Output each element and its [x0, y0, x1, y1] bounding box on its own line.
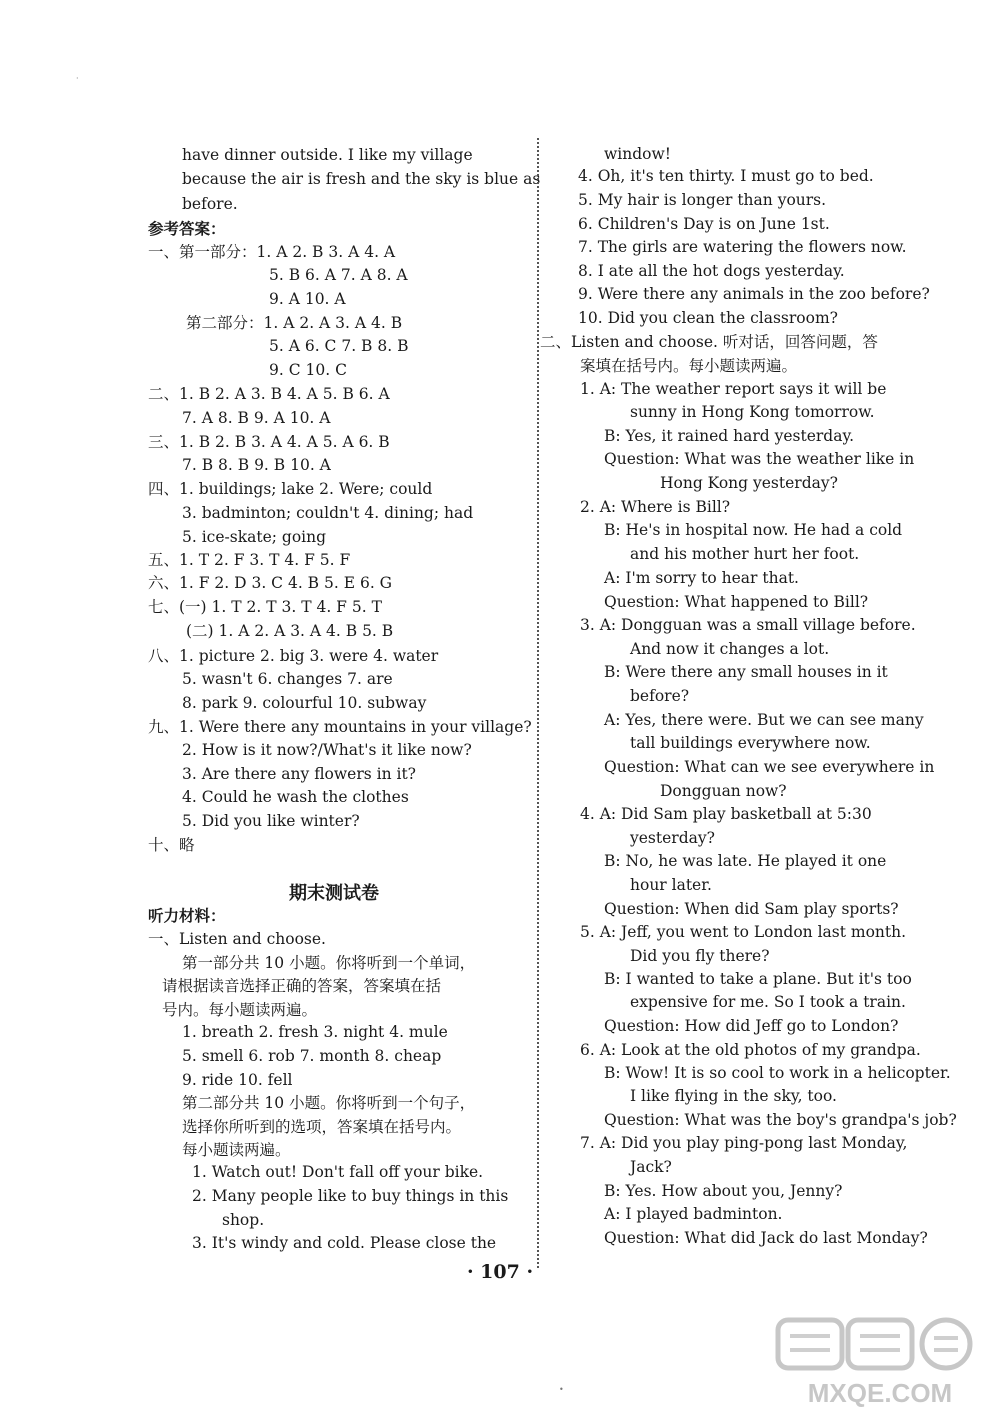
text-line: 4. A: Did Sam play basketball at 5:30 — [580, 805, 872, 823]
text-line: Question: What did Jack do last Monday? — [604, 1229, 928, 1247]
text-line: 8. I ate all the hot dogs yesterday. — [578, 262, 845, 280]
text-line: Did you fly there? — [630, 947, 770, 965]
text-line: B: He's in hospital now. He had a cold — [604, 521, 903, 539]
column-divider — [537, 138, 539, 1268]
text-line: 2. A: Where is Bill? — [580, 498, 731, 516]
text-line: A: I'm sorry to hear that. — [604, 569, 799, 587]
text-line: 案填在括号内。每小题读两遍。 — [580, 357, 798, 375]
text-line: 号内。每小题读两遍。 — [162, 1001, 318, 1019]
text-line: expensive for me. So I took a train. — [630, 993, 906, 1011]
text-line: 9. A 10. A — [269, 290, 346, 308]
text-line: Question: What was the boy's grandpa's job? — [604, 1111, 957, 1129]
text-line: 3. A: Dongguan was a small village before. — [580, 616, 916, 634]
text-line: 第一部分共 10 小题。你将听到一个单词， — [182, 954, 476, 972]
text-line: before. — [182, 195, 238, 213]
text-line: 每小题读两遍。 — [182, 1141, 291, 1159]
scan-speck: · — [76, 74, 79, 83]
text-line: 7. A 8. B 9. A 10. A — [182, 409, 331, 427]
text-line: 三、1. B 2. B 3. A 4. A 5. A 6. B — [148, 433, 390, 451]
text-line: 一、第一部分：1. A 2. B 3. A 4. A — [148, 243, 396, 261]
text-line: B: No, he was late. He played it one — [604, 852, 887, 870]
text-line: Question: How did Jeff go to London? — [604, 1017, 899, 1035]
text-line: 3. badminton; couldn't 4. dining; had — [182, 504, 474, 522]
text-line: 1. A: The weather report says it will be — [580, 380, 887, 398]
page-number: · 107 · — [466, 1261, 534, 1283]
text-line: B: I wanted to take a plane. But it's too — [604, 970, 912, 988]
text-line: before? — [630, 687, 690, 705]
text-line: 二、1. B 2. A 3. B 4. A 5. B 6. A — [148, 385, 390, 403]
text-line: 5. ice-skate; going — [182, 528, 327, 546]
text-line: Question: What was the weather like in — [604, 450, 915, 468]
text-line: 9. Were there any animals in the zoo before? — [578, 285, 930, 303]
text-line: 七、(一) 1. T 2. T 3. T 4. F 5. T — [148, 598, 382, 616]
text-line: 十、略 — [148, 836, 195, 854]
text-line: 3. Are there any flowers in it? — [182, 765, 416, 783]
text-line: 3. It's windy and cold. Please close the — [192, 1234, 497, 1252]
text-line: 7. A: Did you play ping-pong last Monday, — [580, 1134, 908, 1152]
text-line: 7. The girls are watering the flowers now. — [578, 238, 907, 256]
text-line: A: I played badminton. — [604, 1205, 783, 1223]
text-line: 2. Many people like to buy things in this — [192, 1187, 509, 1205]
text-line: 五、1. T 2. F 3. T 4. F 5. F — [148, 551, 351, 569]
text-line: 4. Could he wash the clothes — [182, 788, 409, 806]
text-line: 4. Oh, it's ten thirty. I must go to bed. — [578, 167, 874, 185]
text-line: 5. Did you like winter? — [182, 812, 360, 830]
text-line: 9. ride 10. fell — [182, 1071, 293, 1089]
watermark-logo-graphic — [774, 1316, 986, 1408]
text-line: 6. A: Look at the old photos of my grandpa. — [580, 1041, 921, 1059]
text-line: 二、Listen and choose. 听对话，回答问题，答 — [540, 333, 878, 351]
text-line: tall buildings everywhere now. — [630, 734, 871, 752]
text-line: 7. B 8. B 9. B 10. A — [182, 456, 331, 474]
text-line: Jack? — [630, 1158, 672, 1176]
text-line: B: Wow! It is so cool to work in a helicopter. — [604, 1064, 951, 1082]
text-line: B: Were there any small houses in it — [604, 663, 888, 681]
text-line: 8. park 9. colourful 10. subway — [182, 694, 427, 712]
text-line: 5. B 6. A 7. A 8. A — [269, 266, 408, 284]
text-line: B: Yes, it rained hard yesterday. — [604, 427, 855, 445]
text-line: 5. wasn't 6. changes 7. are — [182, 670, 393, 688]
text-line: Question: What happened to Bill? — [604, 593, 869, 611]
text-line: 一、Listen and choose. — [148, 930, 326, 948]
text-line: B: Yes. How about you, Jenny? — [604, 1182, 843, 1200]
text-line: 四、1. buildings; lake 2. Were; could — [148, 480, 433, 498]
text-line: 10. Did you clean the classroom? — [578, 309, 838, 327]
watermark-logo — [774, 1316, 986, 1408]
text-line: I like flying in the sky, too. — [630, 1087, 837, 1105]
text-line: 选择你所听到的选项，答案填在括号内。 — [182, 1118, 462, 1136]
watermark-text: MXQE.COM — [807, 1378, 953, 1408]
text-line: 1. breath 2. fresh 3. night 4. mule — [182, 1023, 448, 1041]
text-line: 6. Children's Day is on June 1st. — [578, 215, 830, 233]
section-title: 期末测试卷 — [289, 883, 379, 904]
text-line: A: Yes, there were. But we can see many — [604, 711, 924, 729]
text-line: 请根据读音选择正确的答案，答案填在括 — [162, 977, 442, 995]
text-line: 5. A 6. C 7. B 8. B — [269, 337, 409, 355]
text-line: have dinner outside. I like my village — [182, 146, 473, 164]
text-line: 六、1. F 2. D 3. C 4. B 5. E 6. G — [148, 574, 393, 592]
scan-speck: • — [559, 1385, 564, 1394]
text-line: sunny in Hong Kong tomorrow. — [630, 403, 875, 421]
text-line: 参考答案： — [148, 219, 226, 238]
text-line: window! — [604, 145, 671, 163]
text-line: Hong Kong yesterday? — [660, 474, 838, 492]
text-line: Dongguan now? — [660, 782, 787, 800]
text-line: 八、1. picture 2. big 3. were 4. water — [148, 647, 439, 665]
text-line: 9. C 10. C — [269, 361, 347, 379]
text-line: 5. smell 6. rob 7. month 8. cheap — [182, 1047, 442, 1065]
text-line: 5. A: Jeff, you went to London last month. — [580, 923, 907, 941]
text-line: 第二部分：1. A 2. A 3. A 4. B — [186, 314, 403, 332]
text-line: because the air is fresh and the sky is blue as — [182, 170, 541, 188]
text-line: 九、1. Were there any mountains in your village? — [148, 718, 532, 736]
text-line: yesterday? — [630, 829, 715, 847]
text-line: 5. My hair is longer than yours. — [578, 191, 827, 209]
text-line: Question: When did Sam play sports? — [604, 900, 899, 918]
text-line: And now it changes a lot. — [630, 640, 830, 658]
text-line: and his mother hurt her foot. — [630, 545, 860, 563]
text-line: 第二部分共 10 小题。你将听到一个句子， — [182, 1094, 476, 1112]
text-line: 听力材料： — [148, 906, 226, 925]
text-line: 1. Watch out! Don't fall off your bike. — [192, 1163, 484, 1181]
text-line: 2. How is it now?/What's it like now? — [182, 741, 472, 759]
text-line: Question: What can we see everywhere in — [604, 758, 935, 776]
text-line: shop. — [222, 1211, 265, 1229]
text-line: hour later. — [630, 876, 712, 894]
text-line: (二) 1. A 2. A 3. A 4. B 5. B — [186, 622, 394, 640]
